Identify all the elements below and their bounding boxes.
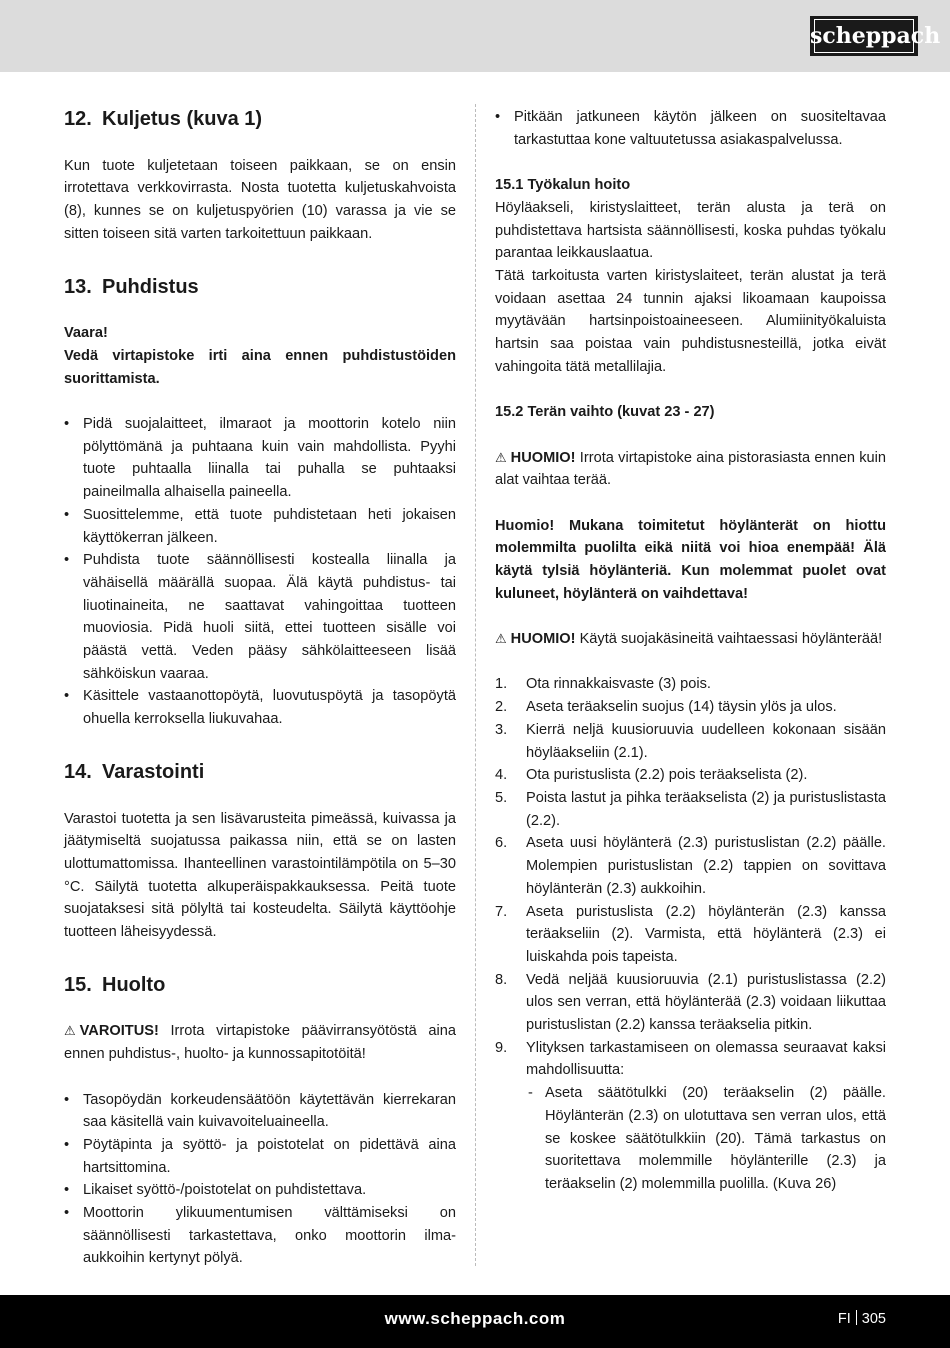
- list-item: 7. Aseta puristuslista (2.2) höylänterän (2.3) kanssa teräakseliin (2). Varmista, että höylänterä (2.3) ei luiskahda pois tapeista.: [495, 903, 886, 965]
- list-item: 2. Aseta teräakselin suojus (14) täysin ylös ja ulos.: [495, 699, 837, 716]
- notice-label: HUOMIO!: [510, 449, 576, 466]
- section-15-2-heading: 15.2 Terän vaihto (kuvat 23 - 27): [495, 404, 715, 421]
- cleaning-list: [64, 413, 456, 731]
- maintenance-list: [64, 1089, 456, 1271]
- warning-paragraph: [64, 1020, 456, 1065]
- website-link[interactable]: www.scheppach.com: [384, 1309, 566, 1328]
- list-item: 1. Ota rinnakkaisvaste (3) pois.: [495, 676, 711, 693]
- danger-label: Vaara!: [64, 325, 108, 342]
- list-item: 6. Aseta uusi höylänterä (2.3) puristuslistan (2.2) päälle. Molempien puristuslistan (2.2) tappien on sovittava höylänterän (2.3) aukkoihin.: [495, 835, 886, 897]
- warning-triangle-icon: ⚠: [495, 631, 507, 647]
- warning-triangle-icon: ⚠: [495, 449, 507, 465]
- service-list: [495, 106, 886, 151]
- list-item: • Suosittelemme, että tuote puhdistetaan heti jokaisen käyttökerran jälkeen.: [64, 504, 456, 549]
- list-item: 4. Ota puristuslista (2.2) pois teräakselista (2).: [495, 767, 808, 784]
- blade-change-steps: [495, 673, 886, 1195]
- brand-logo: scheppach: [810, 16, 918, 56]
- list-item: • Pitkään jatkuneen käytön jälkeen on suositeltavaa tarkastuttaa kone valtuutetussa asiakaspalvelussa.: [495, 106, 886, 151]
- danger-text: Vedä virtapistoke irti aina ennen puhdistustöiden suorittamista.: [64, 347, 456, 387]
- notice-paragraph: [495, 447, 886, 492]
- list-item: 3. Kierrä neljä kuusioruuvia uudelleen kokonaan sisään höyläakseliin (2.1).: [495, 721, 886, 761]
- page-number: FI 305: [837, 1311, 886, 1327]
- list-item: • Käsittele vastaanottopöytä, luovutuspöytä ja tasopöytä ohuella kerroksella liukuvahaa.: [64, 685, 456, 730]
- section-14-body: Varastoi tuotetta ja sen lisävarusteita pimeässä, kuivassa ja jäätymiseltä suojatussa paikassa niin, että se on lasten ulottumattomissa. Ihanteellinen varastointilämpötila on 5–30 °C. Säilytä tuotetta alkuperäispakkauksessa. Peitä tuote suojataksesi sitä pölyltä tai kosteudelta. Säilytä käyttöohje tuotteen läheisyydessä.: [64, 810, 456, 941]
- page-header: [0, 0, 950, 72]
- section-13-heading: 13. Puhdistus: [64, 275, 199, 298]
- list-item: • Likaiset syöttö-/poistotelat on puhdistettava.: [64, 1179, 456, 1202]
- warning-triangle-icon: ⚠: [64, 1023, 76, 1039]
- section-15-heading: 15. Huolto: [64, 973, 166, 996]
- section-12-heading: 12. Kuljetus (kuva 1): [64, 108, 263, 130]
- section-15-1-paragraph: Tätä tarkoitusta varten kiristyslaiteet, terän alustat ja terä voidaan asettaa 24 tunnin ajaksi likoamaan kaupoissa myytävään hartsinpoistoaineeseen. Alumiinityökaluista hartsin saa poistaa vain puhdistusnesteillä, jotka eivät vahingoita tätä metallilajia.: [495, 267, 886, 375]
- list-item: • Pöytäpinta ja syöttö- ja poistotelat on pidettävä aina hartsittomina.: [64, 1134, 456, 1179]
- sub-list: [526, 1082, 886, 1196]
- blade-note: Huomio! Mukana toimitetut höylänterät on hiottu molemmilta puolilta eikä niitä voi hioa enempää! Älä käytä tylsiä höylänteriä. Kun molemmat puolet ovat kuluneet, höylänterä on vaihdettava!: [495, 517, 886, 602]
- notice-text: Käytä suojakäsineitä vaihtaessasi höylänterää!: [575, 631, 883, 648]
- column-divider: [475, 104, 476, 1266]
- page-footer: [0, 1295, 950, 1348]
- warning-label: VAROITUS!: [79, 1023, 159, 1040]
- notice-label: HUOMIO!: [510, 631, 576, 648]
- section-15-1-paragraph: Höyläakseli, kiristyslaitteet, terän alusta ja terä on puhdistettava hartsista säännöllisesti, koska puhdas työkalu parantaa leikkauslaatua.: [495, 199, 886, 262]
- notice-text: Irrota virtapistoke aina pistorasiasta ennen kuin alat vaihtaa terää.: [495, 449, 886, 489]
- list-item: • Pidä suojalaitteet, ilmaraot ja moottorin kotelo niin pölyttömänä ja puhtaana kuin vain mahdollista. Pyyhi tuote puhtaalla liinalla tai puhalla se puhtaaksi paineilmalla alhaisella paineella.: [64, 413, 456, 504]
- left-column: [64, 106, 456, 1270]
- list-item: 9. Ylityksen tarkastamiseen on olemassa seuraavat kaksi mahdollisuutta: - Aseta säätötulkki (20) teräakselin (2) päälle. Höylänterän (2.3) on ulotuttava sen verran ulos, että se koskee säätötulkkiin (20). Tämä tarkastus on suoritettava molemmille höylänterille (2.3) ja teräakselin (2) molemmilla puolilla. (Kuva 26): [495, 1037, 886, 1196]
- right-column: [495, 106, 886, 1196]
- list-item: 5. Poista lastut ja pihka teräakselista (2) ja puristuslistasta (2.2).: [495, 790, 886, 829]
- warning-text: Irrota virtapistoke päävirransyötöstä aina ennen puhdistus-, huolto- ja kunnossapitotöitä!: [64, 1023, 456, 1063]
- list-item: 8. Vedä neljää kuusioruuvia (2.1) puristuslistassa (2.2) ulos sen verran, että höylänterää (2.3) voidaan liikuttaa puristuslistan (2.2) kanssa teräakselia pitkin.: [495, 971, 886, 1034]
- list-item: • Puhdista tuote säännöllisesti kostealla liinalla ja vähäisellä määrällä suopaa. Älä käytä puhdistus- tai liuotinaineita, ne saattavat vahingoittaa tuotteen muoviosia. Pidä huoli siitä, ettei tuotteen sisälle voi päästä vettä. Veden pääsy sähkölaitteeseen lisää sähköiskun vaaraa.: [64, 549, 456, 685]
- list-item: • Moottorin ylikuumentumisen välttämiseksi on säännöllisesti tarkastettava, onko moottorin ilma-aukkoihin kertynyt pölyä.: [64, 1202, 456, 1270]
- list-item: • Tasopöydän korkeudensäätöön käytettävän kierrekaran saa käsitellä vain kuivavoiteluaineella.: [64, 1089, 456, 1134]
- section-12-body: Kun tuote kuljetetaan toiseen paikkaan, se on ensin irrotettava verkkovirrasta. Nosta tuotetta kuljetuskahvoista (8), kunnes se on kuljetuspyörien (10) varassa ja vie se sitten toiseen sitä varten tarkoitettuun paikkaan.: [64, 157, 456, 242]
- sub-list-item: - Aseta säätötulkki (20) teräakselin (2) päälle. Höylänterän (2.3) on ulotuttava sen verran ulos, että se koskee säätötulkkiin (20). Tämä tarkastus on suoritettava molemmille höylänterille (2.3) ja teräakselin (2) molemmilla puolilla. (Kuva 26): [526, 1082, 886, 1196]
- section-14-heading: 14. Varastointi: [64, 760, 205, 783]
- notice-paragraph: [495, 628, 886, 651]
- section-15-1-heading: 15.1 Työkalun hoito: [495, 177, 631, 194]
